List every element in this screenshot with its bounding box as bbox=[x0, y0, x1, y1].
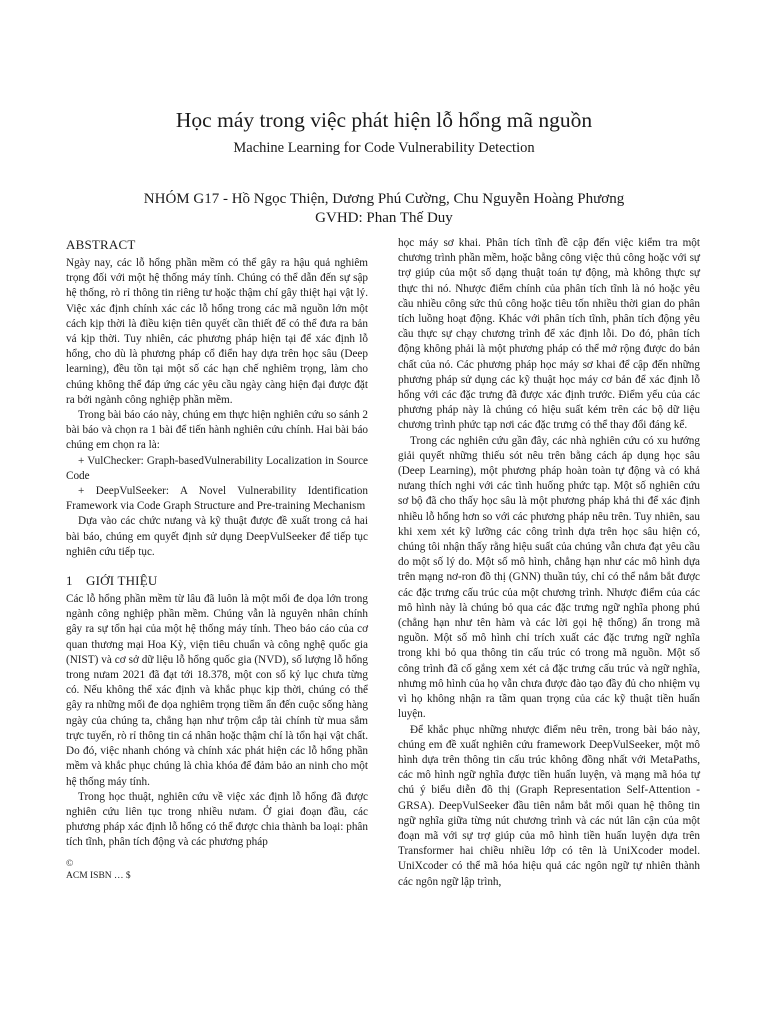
section-number: 1 bbox=[66, 573, 73, 589]
abstract-paragraph: Ngày nay, các lỗ hổng phần mềm có thể gây ra hậu quả nghiêm trọng đối với một hệ thống máy tính. Chúng có thể dẫn đến sự sập hệ thống, rò rỉ thông tin riêng tư hoặc thậm chí gây thiệt hại vật lý. Việc xác định chính xác các lỗ hổng trong các mã nguồn lớn một cách kịp thời là điều kiện tiên quyết cần thiết để có thể đưa ra bản vá kịp thời. Tuy nhiên, các phương pháp hiện tại để xác định lỗ hổng, cho dù là phương pháp cổ điển hay dựa trên học sâu (Deep learning), đều tồn tại một số các hạn chế nghiêm trọng, làm cho chúng không thể đáp ứng các yêu cầu ngày càng hiện đại được đặt ra bởi ngành công nghiệp phần mềm. bbox=[66, 257, 368, 406]
abstract-paragraph: + DeepVulSeeker: A Novel Vulnerability Identification Framework via Code Graph Structure and Pre-training Mechanism bbox=[66, 485, 368, 513]
body-paragraph: Trong các nghiên cứu gần đây, các nhà nghiên cứu có xu hướng giải quyết những thiếu sót nêu trên bằng cách áp dụng học sâu (Deep Learning), một phương pháp hoàn toàn tự động và có khả nưang thích nghi với các tình huống phức tạp. Một số nghiên cứu sơ bộ đã cho thấy học sâu là một phương pháp khả thi để xác định nhiều lỗ hổng hơn so với các phương pháp nêu trên. Tuy nhiên, sau khi xem xét kỹ lưỡng các công trình dựa trên học sâu hiện có, chúng tôi nhận thấy rằng hiệu suất của chúng vẫn chưa đạt yêu cầu do một số lý do. Một số mô hình, chẳng hạn như các mô hình dựa trên mạng nơ-ron đồ thị (GNN) thuần túy, chỉ có thể nắm bắt được các đặc trưng cấu trúc của một chương trình. Nhược điểm của các mô hình này là chúng bỏ qua các đặc trưng ngữ nghĩa phong phú (chẳng hạn như tên hàm và các lời gọi hệ thống) ẩn trong mã nguồn. Một số mô hình chỉ trích xuất các đặc trưng ngữ nghĩa trong khi bỏ qua thông tin cấu trúc có trong mã nguồn. Một số công trình đã cố gắng xem xét cả đặc trưng cấu trúc và ngữ nghĩa, nhưng mô hình của họ vẫn chưa được đào tạo đầy đủ cho nhiệm vụ vì họ không nhận ra tầm quan trọng của các kỹ thuật tiền huấn luyện. bbox=[398, 434, 700, 721]
right-column bbox=[398, 236, 700, 890]
abstract-paragraph: Dựa vào các chức nưang và kỹ thuật được đề xuất trong cả hai bài báo, chúng em quyết định sử dụng DeepVulSeeker để tiếp tục nghiên cứu tiếp tục. bbox=[66, 515, 368, 558]
paper-title: Học máy trong việc phát hiện lỗ hổng mã nguồn bbox=[175, 108, 593, 132]
body-paragraph: Các lỗ hổng phần mềm từ lâu đã luôn là một mối đe dọa lớn trong ngành công nghiệp phần mềm. Chúng vẫn là nguyên nhân chính gây ra sự tổn hại của một hệ thống máy tính. Theo báo cáo của cơ quan thương mại Hoa Kỳ, viện tiêu chuẩn và công nghệ quốc gia (NIST) và cơ sở dữ liệu lỗ hổng quốc gia (NVD), số lượng lỗ hổng trong nưam 2021 đã đạt tới 18.378, một con số kỷ lục chưa từng có. Nếu không thể xác định và khắc phục kịp thời, chúng có thể gây ra những mối đe dọa nghiêm trọng tiềm ẩn đến cuộc sống hàng ngày của chúng ta, chẳng hạn như trộm cắp tài chính từ mua sắm trực tuyến, rò rỉ thông tin cá nhân hoặc thậm chí là tổn hại vật chất. Do đó, việc nhanh chóng và chính xác phát hiện các lỗ hổng phần mềm và khắc phục chúng là chìa khóa để đảm bảo an ninh cho một hệ thống máy tính. bbox=[66, 593, 368, 788]
section-heading bbox=[66, 572, 368, 590]
advisor-line: GVHD: Phan Thế Duy bbox=[315, 210, 453, 226]
copyright-symbol: © bbox=[66, 859, 74, 869]
body-paragraph: Trong học thuật, nghiên cứu về việc xác định lỗ hổng đã được nghiên cứu liên tục trong nhiều nưam. Ở giai đoạn đầu, các phương pháp xác định lỗ hổng có thể được chia thành ba loại: phân tích tĩnh, phân tích động và các phương pháp bbox=[66, 790, 368, 849]
abstract-paragraph: Trong bài báo cáo này, chúng em thực hiện nghiên cứu so sánh 2 bài báo và chọn ra 1 bài để tiến hành nghiên cứu chính. Hai bài báo chúng em chọn ra là: bbox=[66, 409, 368, 452]
left-column bbox=[66, 236, 368, 851]
body-paragraph: Để khắc phục những nhược điểm nêu trên, trong bài báo này, chúng em đề xuất nghiên cứu framework DeepVulSeeker, một mô hình dựa trên thông tin cấu trúc không đồng nhất với MetaPaths, các mô hình ngữ nghĩa được tiền huấn luyện, và mạng mã hóa tự chú ý biểu diễn đồ thị (Graph Representation Self-Attention - GRSA). DeepVulSeeker đầu tiên nắm bắt mối quan hệ thông tin ngữ nghĩa giữa từng nút chương trình và các nút lân cận của một đoạn mã với sự trợ giúp của mô hình tiền huấn luyện dựa trên Transformer hai chiều nhiều lớp có tên là UniXcoder model. UniXcoder có thể mã hóa hiệu quả các ngôn ngữ tự nhiên thành các ngôn ngữ lập trình, bbox=[398, 723, 700, 888]
abstract-heading: ABSTRACT bbox=[66, 237, 136, 252]
abstract-paragraph: + VulChecker: Graph-basedVulnerability Localization in Source Code bbox=[66, 454, 368, 482]
footnote bbox=[66, 858, 266, 882]
isbn-line: ACM ISBN … $ bbox=[66, 871, 131, 881]
paper-subtitle: Machine Learning for Code Vulnerability Detection bbox=[233, 140, 535, 156]
author-list: NHÓM G17 - Hồ Ngọc Thiện, Dương Phú Cường, Chu Nguyễn Hoàng Phương bbox=[143, 191, 625, 207]
body-paragraph: học máy sơ khai. Phân tích tĩnh đề cập đến việc kiểm tra một chương trình phần mềm, hoặc bằng công việc thủ công hoặc với sự trợ giúp của một số dạng thuật toán tự động, mà không thực sự thực thi nó. Nhược điểm chính của phân tích tĩnh là nó hoặc yêu cầu nhiều công sức thủ công hoặc tiêu tốn nhiều thời gian do phân tích luồng hoạt động. Khác với phân tích tĩnh, phân tích động yêu cầu thực sự chạy chương trình để xác định lỗi. Do đó, phân tích động không phải là một phương pháp có thể mở rộng được do bản chất của nó. Các phương pháp học máy sơ khai để cập đến những phương pháp sử dụng các kỹ thuật học máy cơ bản để xác định lỗ hổng với các đặc trưng đã được xác định trước. Điểm yếu của các phương pháp này là chúng có hiệu suất kém trên các bộ dữ liệu chương trình phức tạp nơi các đặc trưng có thể thay đổi đáng kể. bbox=[398, 237, 700, 432]
section-title: GIỚI THIỆU bbox=[86, 573, 158, 589]
